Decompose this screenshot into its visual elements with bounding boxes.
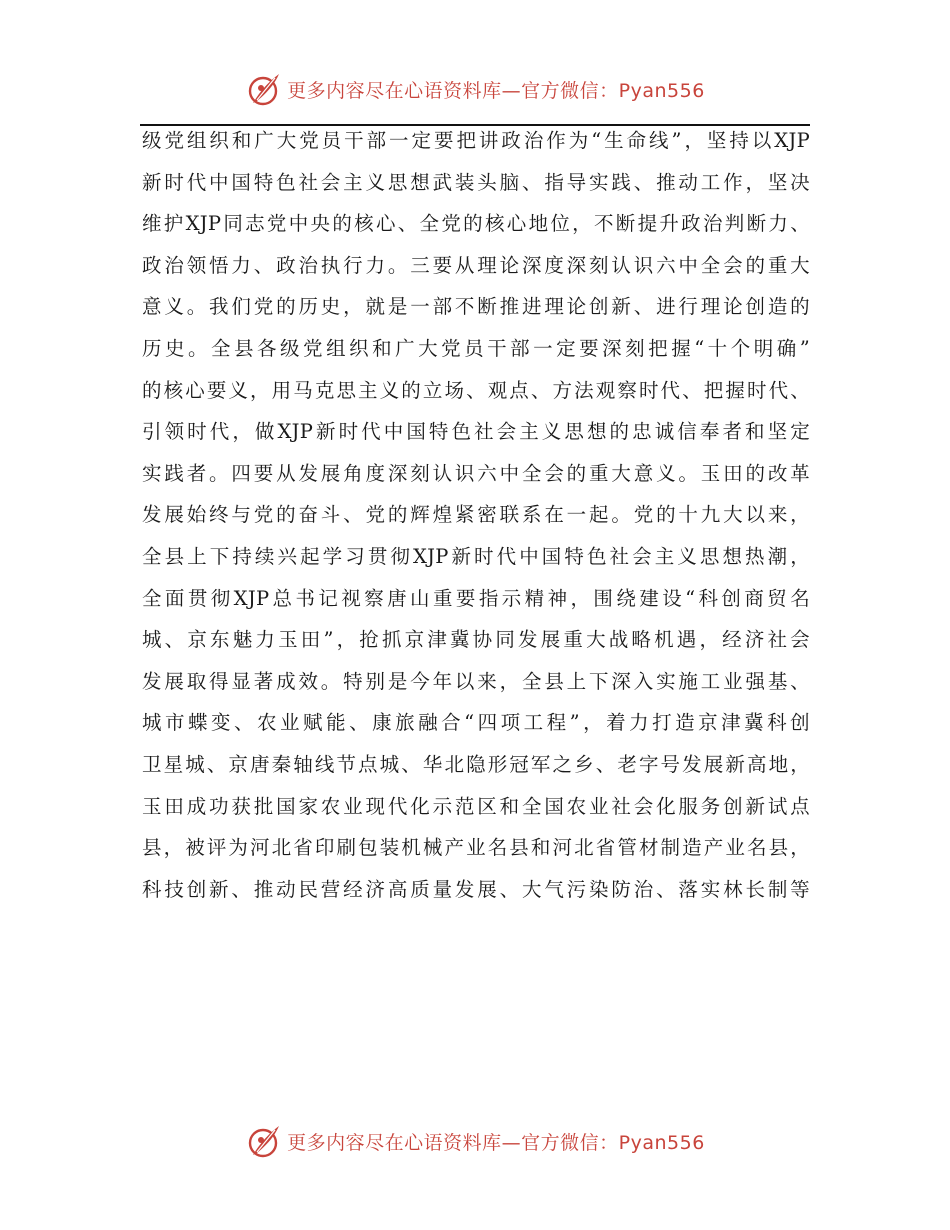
footer-banner-text: 更多内容尽在心语资料库—官方微信：Pyan556 [287, 1131, 705, 1154]
body-line: 县，被评为河北省印刷包装机械产业名县和河北省管材制造产业名县， [142, 836, 810, 860]
body-line: 维护XJP同志党中央的核心、全党的核心地位，不断提升政治判断力、 [142, 212, 810, 236]
body-line: 城市蝶变、农业赋能、康旅融合“四项工程”，着力打造京津冀科创 [142, 711, 810, 735]
footer-banner [0, 1118, 950, 1164]
body-line: 科技创新、推动民营经济高质量发展、大气污染防治、落实林长制等 [142, 877, 810, 901]
body-line: 城、京东魅力玉田”，抢抓京津冀协同发展重大战略机遇，经济社会 [142, 628, 810, 652]
header-banner [0, 66, 950, 112]
feather-pen-logo-icon [245, 1121, 285, 1161]
header-banner-text: 更多内容尽在心语资料库—官方微信：Pyan556 [287, 79, 705, 102]
body-line: 级党组织和广大党员干部一定要把讲政治作为“生命线”，坚持以XJP [142, 129, 810, 152]
body-line: 全面贯彻XJP总书记视察唐山重要指示精神，围绕建设“科创商贸名 [142, 586, 810, 610]
body-line: 政治领悟力、政治执行力。三要从理论深度深刻认识六中全会的重大 [142, 253, 810, 277]
body-line: 全县上下持续兴起学习贯彻XJP新时代中国特色社会主义思想热潮， [142, 544, 810, 568]
body-line: 引领时代，做XJP新时代中国特色社会主义思想的忠诚信奉者和坚定 [142, 420, 810, 444]
body-line: 意义。我们党的历史，就是一部不断推进理论创新、进行理论创造的 [142, 295, 810, 319]
body-line: 卫星城、京唐秦轴线节点城、华北隐形冠军之乡、老字号发展新高地， [142, 752, 810, 776]
body-line: 实践者。四要从发展角度深刻认识六中全会的重大意义。玉田的改革 [142, 461, 810, 485]
body-line: 发展取得显著成效。特别是今年以来，全县上下深入实施工业强基、 [142, 669, 810, 693]
body-line: 玉田成功获批国家农业现代化示范区和全国农业社会化服务创新试点 [142, 794, 810, 818]
body-line: 的核心要义，用马克思主义的立场、观点、方法观察时代、把握时代、 [142, 378, 810, 402]
body-line: 新时代中国特色社会主义思想武装头脑、指导实践、推动工作，坚决 [142, 170, 810, 194]
body-line: 历史。全县各级党组织和广大党员干部一定要深刻把握“十个明确” [142, 336, 810, 360]
body-line: 发展始终与党的奋斗、党的辉煌紧密联系在一起。党的十九大以来， [142, 503, 810, 527]
document-body [142, 120, 810, 910]
feather-pen-logo-icon [245, 69, 285, 109]
